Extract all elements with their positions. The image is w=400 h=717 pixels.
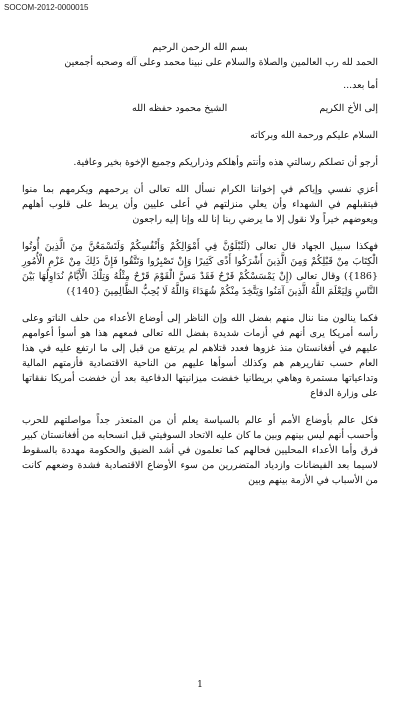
- document-id: SOCOM-2012-0000015: [4, 3, 89, 12]
- letter-body: [22, 40, 378, 488]
- paragraph-hope: أرجو أن تصلكم رسالتي هذه وأنتم وأهلكم وذراريكم وجميع الإخوة بخير وعافية.: [73, 157, 378, 168]
- opening-praise: الحمد لله رب العالمين والصلاة والسلام على نبينا محمد وعلى آله وصحبه أجمعين: [64, 57, 378, 68]
- basmala: بسم الله الرحمن الرحيم: [152, 42, 248, 53]
- addressee-line: [22, 101, 378, 116]
- addressee-title: إلى الأخ الكريم: [319, 103, 378, 114]
- paragraph-observer: فكل عالم بأوضاع الأمم أو عالم بالسياسة يعلم أن من المتعذر جداً مواصلتهم للحرب وأحسب أنهم ليس بينهم وبين ما كان عليه الاتحاد السوفيتي قبل انسحابه من أفغانستان كبير فرق وأما الأعداء المحليين فحالهم كما تعلمون في أشد الضيق والحكومة مهددة بالسقوط لاسيما بعد الفيضانات وازدياد المتضررين من سوء الأوضاع الاقتصادية فشدة وضعهم كانت من الأسباب في الأزمة بينهم وبين: [22, 415, 378, 486]
- paragraph-condolence: أعزي نفسي وإياكم في إخواننا الكرام نسأل الله تعالى أن يرحمهم ويكرمهم بما منوا فيتقبلهم في الشهداء وأن يعلي منزلتهم في أعلى عليين وأن يربط على قلوب أهلهم ويعوضهم خيراً ولا نقول إلا ما يرضي ربنا إنا لله وإنا إليه راجعون: [22, 184, 378, 225]
- addressee-name: الشيخ محمود حفظه الله: [132, 103, 228, 114]
- amma-baad: أما بعد...: [343, 80, 378, 91]
- greeting: السلام عليكم ورحمة الله وبركاته: [250, 130, 378, 141]
- page-number: 1: [197, 680, 203, 690]
- paragraph-enemies: فكما ينالون منا ننال منهم بفضل الله وإن الناظر إلى أوضاع الأعداء من حلف الناتو وعلى رأسه أمريكا يرى أنهم في أزمات شديدة بفضل الله تعالى فمعهم هذا هو أسوأ أعوامهم عليهم في أفغانستان منذ غزوها فعدد قتلاهم لم يرتفع من قبل إلى ما ارتفع عليه في هذا العام حسب تقاريرهم هم وكذلك أسوأها عليهم من الناحية الاقتصادية فأزمتهم المالية وتداعياتها مستمرة وهاهي بريطانيا خفضت ميزانيتها الدفاعية بعد أن خفضت أمريكا نفقاتها على وزارة الدفاع: [22, 313, 378, 399]
- paragraph-jihad-quran: فهكذا سبيل الجهاد قال تعالى (لَتُبْلَوُنَّ فِي أَمْوَالِكُمْ وَأَنْفُسِكُمْ وَلَتَسْمَعُنَّ مِنَ الَّذِينَ أُوتُوا الْكِتَابَ مِنْ قَبْلِكُمْ وَمِنَ الَّذِينَ أَشْرَكُوا أَذًى كَثِيرًا وَإِنْ تَصْبِرُوا وَتَتَّقُوا فَإِنَّ ذَلِكَ مِنْ عَزْمِ الْأُمُورِ {186}) وقال تعالى (إِنْ يَمْسَسْكُمْ قَرْحٌ فَقَدْ مَسَّ الْقَوْمَ قَرْحٌ مِثْلُهُ وَتِلْكَ الْأَيَّامُ نُدَاوِلُهَا بَيْنَ النَّاسِ وَلِيَعْلَمَ اللَّهُ الَّذِينَ آمَنُوا وَيَتَّخِذَ مِنْكُمْ شُهَدَاءَ وَاللَّهُ لَا يُحِبُّ الظَّالِمِينَ {140}): [22, 241, 378, 297]
